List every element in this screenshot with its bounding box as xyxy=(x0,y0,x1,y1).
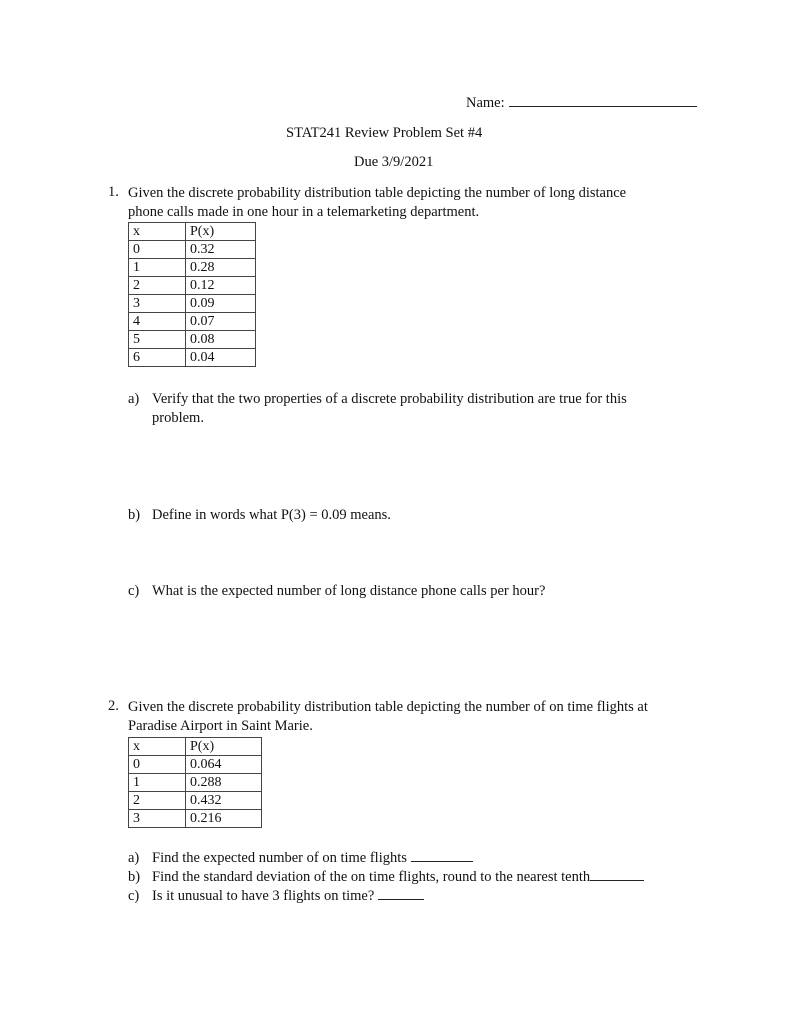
table-header-row xyxy=(129,223,256,241)
table-row xyxy=(129,331,256,349)
q2-part-b-answer-blank[interactable] xyxy=(590,868,644,881)
table-cell-x: 3 xyxy=(129,810,186,828)
q2-part-a-text: Find the expected number of on time flights xyxy=(152,850,407,866)
table-header-x: x xyxy=(129,738,186,756)
q1-part-b-text: Define in words what P(3) = 0.09 means. xyxy=(152,507,391,523)
table-cell-p: 0.432 xyxy=(186,792,262,810)
q1-prompt-line2: phone calls made in one hour in a telemarketing department. xyxy=(128,204,480,220)
table-row xyxy=(129,295,256,313)
table-cell-x: 5 xyxy=(129,331,186,349)
table-cell-p: 0.09 xyxy=(186,295,256,313)
due-date: Due 3/9/2021 xyxy=(354,154,434,170)
q1-part-a-line1: Verify that the two properties of a discrete probability distribution are true for this xyxy=(152,391,627,407)
q1-prompt-line1: Given the discrete probability distribution table depicting the number of long distance xyxy=(128,185,627,201)
name-blank[interactable] xyxy=(509,94,697,107)
table-cell-x: 6 xyxy=(129,349,186,367)
q2-part-b-label: b) xyxy=(128,869,141,885)
table-row xyxy=(129,349,256,367)
table-cell-p: 0.04 xyxy=(186,349,256,367)
table-cell-p: 0.216 xyxy=(186,810,262,828)
q2-prompt-line2: Paradise Airport in Saint Marie. xyxy=(128,718,313,734)
table-cell-p: 0.12 xyxy=(186,277,256,295)
table-row xyxy=(129,277,256,295)
q2-part-a xyxy=(128,849,473,868)
table-row xyxy=(129,259,256,277)
table-header-p: P(x) xyxy=(186,223,256,241)
q2-part-c xyxy=(128,887,424,906)
q1-part-c-text: What is the expected number of long distance phone calls per hour? xyxy=(152,583,546,599)
q1-part-a-label: a) xyxy=(128,391,140,407)
table-header-x: x xyxy=(129,223,186,241)
q1-prompt xyxy=(128,184,626,222)
table-cell-x: 0 xyxy=(129,241,186,259)
q1-part-a-line2: problem. xyxy=(152,410,204,426)
table-cell-p: 0.07 xyxy=(186,313,256,331)
table-header-row xyxy=(129,738,262,756)
q2-part-b-text: Find the standard deviation of the on time flights, round to the nearest tenth xyxy=(152,869,591,885)
table-row xyxy=(129,313,256,331)
name-field xyxy=(466,94,697,112)
table-cell-p: 0.08 xyxy=(186,331,256,349)
q2-part-c-text: Is it unusual to have 3 flights on time? xyxy=(152,888,375,904)
q1-part-c xyxy=(128,582,545,601)
q2-distribution-table xyxy=(128,737,262,828)
table-cell-p: 0.288 xyxy=(186,774,262,792)
q1-number: 1. xyxy=(108,184,119,200)
q1-part-b-label: b) xyxy=(128,507,141,523)
table-cell-p: 0.28 xyxy=(186,259,256,277)
table-row xyxy=(129,774,262,792)
table-cell-x: 1 xyxy=(129,774,186,792)
q2-part-b xyxy=(128,868,644,887)
table-cell-x: 1 xyxy=(129,259,186,277)
q1-part-b xyxy=(128,506,391,525)
table-row xyxy=(129,241,256,259)
table-cell-x: 0 xyxy=(129,756,186,774)
q1-part-c-label: c) xyxy=(128,583,140,599)
table-row xyxy=(129,792,262,810)
q2-part-a-label: a) xyxy=(128,850,140,866)
table-header-p: P(x) xyxy=(186,738,262,756)
table-row xyxy=(129,810,262,828)
table-row xyxy=(129,756,262,774)
q1-part-a xyxy=(128,390,627,428)
table-cell-p: 0.064 xyxy=(186,756,262,774)
table-cell-x: 2 xyxy=(129,792,186,810)
table-cell-p: 0.32 xyxy=(186,241,256,259)
name-label: Name: xyxy=(466,95,505,111)
table-cell-x: 3 xyxy=(129,295,186,313)
q2-part-a-answer-blank[interactable] xyxy=(411,849,473,862)
page-title: STAT241 Review Problem Set #4 xyxy=(286,125,483,141)
q2-prompt-line1: Given the discrete probability distribution table depicting the number of on time flights at xyxy=(128,699,648,715)
q1-distribution-table xyxy=(128,222,256,367)
q2-part-c-label: c) xyxy=(128,888,140,904)
q2-prompt xyxy=(128,698,648,736)
table-cell-x: 4 xyxy=(129,313,186,331)
table-cell-x: 2 xyxy=(129,277,186,295)
q2-number: 2. xyxy=(108,698,119,714)
q2-part-c-answer-blank[interactable] xyxy=(378,887,424,900)
